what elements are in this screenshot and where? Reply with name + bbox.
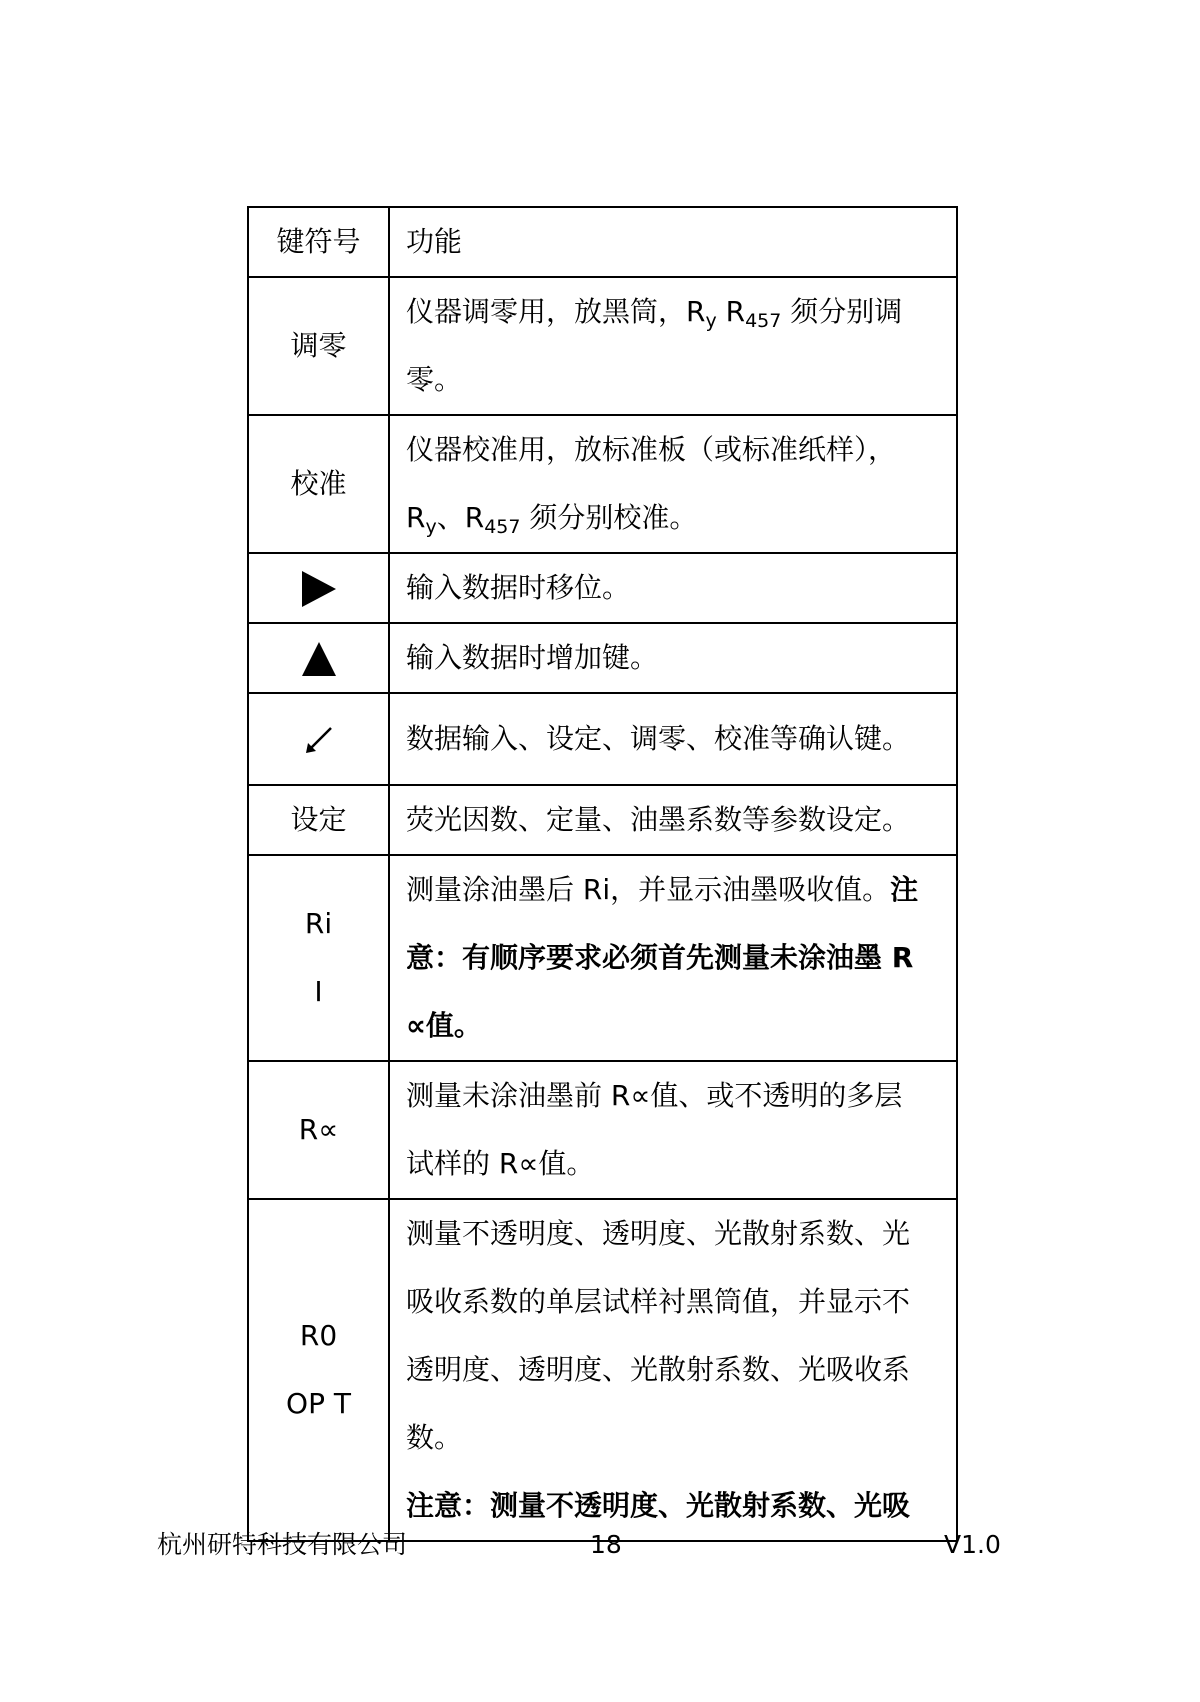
key-ri-label-line2: I (314, 975, 323, 1008)
function-text-line: 仪器校准用，放标准板（或标准纸样）， (406, 433, 897, 466)
key-function-table (247, 206, 958, 1542)
function-text-part: R (406, 501, 426, 534)
function-cell (389, 415, 957, 553)
header-function-label: 功能 (406, 225, 463, 258)
table-header-row (248, 207, 957, 277)
note-text-line (406, 1472, 948, 1540)
function-text: 输入数据时移位。 (406, 571, 631, 604)
footer-company: 杭州研特科技有限公司 (157, 1530, 408, 1559)
header-key-cell (248, 207, 389, 277)
table-row (248, 855, 957, 1061)
table-row (248, 415, 957, 553)
function-text-line: 数。 (406, 1421, 463, 1454)
subscript-457: 457 (484, 516, 521, 538)
note-text-part: ∝值。 (406, 1009, 482, 1042)
function-text: 数据输入、设定、调零、校准等确认键。 (406, 722, 911, 755)
header-function-cell (389, 207, 957, 277)
function-text: 荧光因数、定量、油墨系数等参数设定。 (406, 803, 911, 836)
key-cell (248, 693, 389, 785)
function-cell (389, 785, 957, 855)
key-r-infinity-label: R∝ (298, 1113, 339, 1146)
footer-page-number: 18 (590, 1530, 622, 1559)
table-row (248, 277, 957, 415)
function-text-line (406, 856, 948, 924)
table-row (248, 553, 957, 623)
function-text-line: 透明度、透明度、光散射系数、光吸收系 (406, 1353, 911, 1386)
function-text-part: 测量涂油墨后 Ri，并显示油墨吸收值。 (406, 873, 891, 906)
function-cell (389, 623, 957, 693)
table-row (248, 623, 957, 693)
subscript-y: y (425, 516, 437, 538)
key-cell (248, 623, 389, 693)
key-cell (248, 1061, 389, 1199)
table-row (248, 693, 957, 785)
function-text-line (406, 484, 948, 552)
function-text-part: 仪器调零用，放黑筒，R (406, 295, 706, 328)
subscript-457: 457 (745, 310, 782, 332)
header-key-label: 键符号 (276, 225, 361, 258)
key-r0-label: R0 (299, 1319, 338, 1352)
key-cell (248, 785, 389, 855)
function-text-part: 须分别调零。 (406, 295, 903, 396)
function-cell (389, 553, 957, 623)
function-text (406, 278, 948, 414)
function-cell (389, 277, 957, 415)
right-triangle-icon (302, 571, 336, 607)
function-text-line: 试样的 R∝值。 (406, 1147, 595, 1180)
note-text-line (406, 924, 948, 992)
function-text: 输入数据时增加键。 (406, 641, 659, 674)
key-cell (248, 277, 389, 415)
table-row (248, 1199, 957, 1541)
table-row (248, 785, 957, 855)
function-text-line: 测量不透明度、透明度、光散射系数、光 (406, 1217, 911, 1250)
note-text-line (406, 992, 948, 1060)
key-cell (248, 553, 389, 623)
function-text-line: 测量未涂油墨前 R∝值、或不透明的多层 (406, 1079, 903, 1112)
key-cell (248, 415, 389, 553)
function-text-line: 吸收系数的单层试样衬黑筒值，并显示不 (406, 1285, 911, 1318)
function-cell (389, 855, 957, 1061)
up-triangle-icon (302, 642, 336, 676)
key-ri-label: Ri (304, 907, 333, 940)
table-row (248, 1061, 957, 1199)
function-text-part: 须分别校准。 (520, 501, 698, 534)
key-cell (248, 855, 389, 1061)
function-text-part: 、R (436, 501, 485, 534)
function-cell (389, 693, 957, 785)
enter-arrow-icon (249, 705, 388, 773)
key-opt-label: OP T (286, 1387, 351, 1420)
key-cell (248, 1199, 389, 1541)
note-text-part: 意：有顺序要求必须首先测量未涂油墨 R (406, 941, 914, 974)
function-cell (389, 1199, 957, 1541)
function-text-part: R (716, 295, 746, 328)
key-zero-label: 调零 (290, 329, 347, 362)
footer-version: V1.0 (944, 1530, 1001, 1559)
key-setting-label: 设定 (290, 803, 347, 836)
note-text-part: 注意：测量不透明度、光散射系数、光吸 (406, 1489, 911, 1522)
key-calibrate-label: 校准 (290, 467, 347, 500)
function-cell (389, 1061, 957, 1199)
subscript-y: y (705, 310, 717, 332)
note-text-part: 注 (890, 873, 919, 906)
